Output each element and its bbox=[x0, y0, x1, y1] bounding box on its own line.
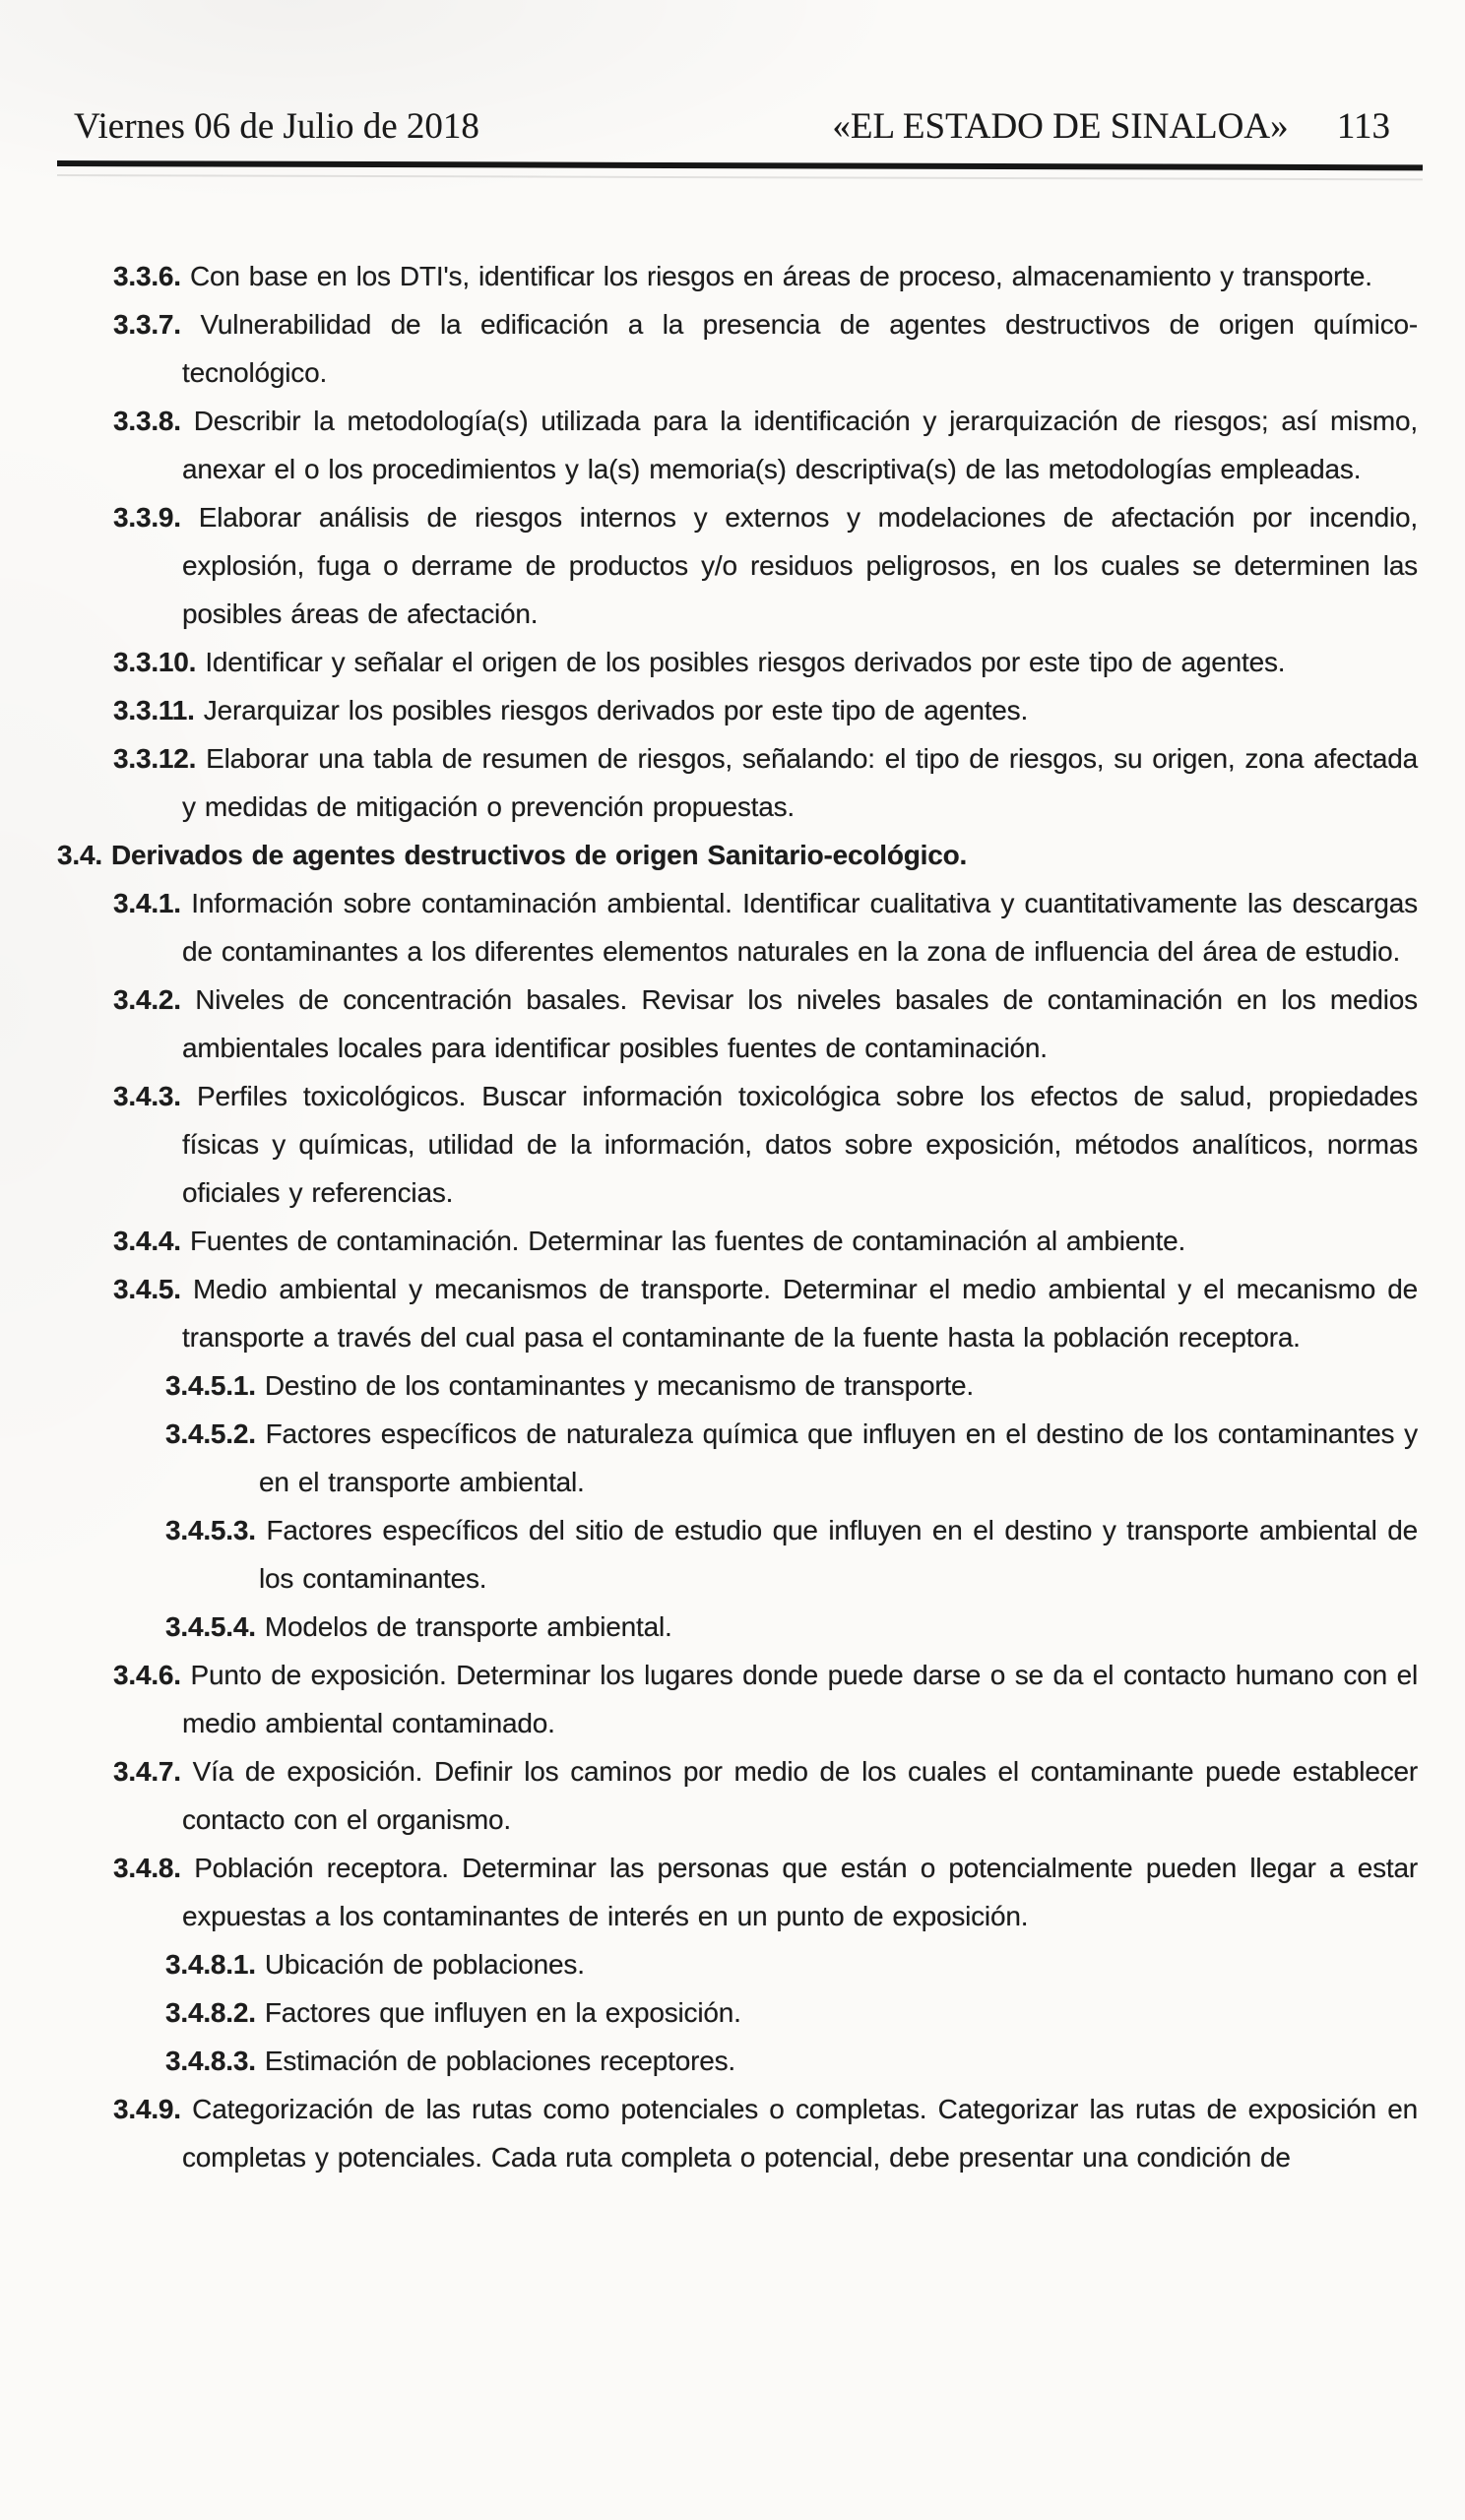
publication-title: «EL ESTADO DE SINALOA» bbox=[832, 106, 1289, 147]
list-item bbox=[165, 1410, 1418, 1506]
running-head bbox=[74, 106, 1390, 148]
item-text: Describir la metodología(s) utilizada para la identificación y jerarquización de riesgos; así mismo, anexar el o los procedimientos y la(s) memoria(s) descriptiva(s) de las metodologías empleadas. bbox=[182, 406, 1418, 484]
item-number: 3.3.8. bbox=[113, 406, 181, 436]
list-item bbox=[113, 493, 1418, 638]
list-item bbox=[165, 1506, 1418, 1603]
list-item bbox=[165, 2037, 1418, 2085]
item-text: Perfiles toxicológicos. Buscar información toxicológica sobre los efectos de salud, propiedades físicas y químicas, utilidad de la información, datos sobre exposición, métodos analíticos, normas oficiales y referencias. bbox=[182, 1081, 1418, 1208]
item-text: Jerarquizar los posibles riesgos derivados por este tipo de agentes. bbox=[203, 695, 1029, 725]
item-text: Identificar y señalar el origen de los posibles riesgos derivados por este tipo de agentes. bbox=[205, 647, 1286, 677]
page-number: 113 bbox=[1336, 106, 1390, 147]
item-text: Elaborar análisis de riesgos internos y externos y modelaciones de afectación por incendio, explosión, fuga o derrame de productos y/o residuos peligrosos, en los cuales se determinen las posibles áreas de afectación. bbox=[182, 502, 1418, 629]
item-text: Modelos de transporte ambiental. bbox=[264, 1611, 672, 1642]
item-number: 3.4.2. bbox=[113, 984, 181, 1015]
item-number: 3.4.5.3. bbox=[165, 1515, 256, 1545]
item-number: 3.4.8.3. bbox=[165, 2046, 256, 2076]
list-item bbox=[165, 1603, 1418, 1651]
item-number: 3.4.1. bbox=[113, 888, 181, 918]
item-number: 3.4.5.4. bbox=[165, 1611, 256, 1642]
item-number: 3.3.10. bbox=[113, 647, 197, 677]
item-text: Información sobre contaminación ambiental. Identificar cualitativa y cuantitativamente las descargas de contaminantes a los diferentes elementos naturales en la zona de influencia del área de estudio. bbox=[182, 888, 1418, 967]
list-item bbox=[113, 2085, 1418, 2181]
item-text: Elaborar una tabla de resumen de riesgos, señalando: el tipo de riesgos, su origen, zona afectada y medidas de mitigación o prevención propuestas. bbox=[182, 743, 1418, 822]
item-text: Ubicación de poblaciones. bbox=[264, 1949, 585, 1980]
item-text: Vulnerabilidad de la edificación a la presencia de agentes destructivos de origen químico-tecnológico. bbox=[182, 309, 1418, 388]
item-number: 3.3.12. bbox=[113, 743, 197, 774]
item-number: 3.4.5.2. bbox=[165, 1418, 256, 1449]
item-number: 3.4.8.2. bbox=[165, 1997, 256, 2028]
item-number: 3.4.6. bbox=[113, 1660, 181, 1690]
item-text: Estimación de poblaciones receptores. bbox=[264, 2046, 735, 2076]
header-date: Viernes 06 de Julio de 2018 bbox=[74, 106, 479, 147]
item-number: 3.4.8. bbox=[113, 1853, 181, 1883]
item-text: Categorización de las rutas como potenciales o completas. Categorizar las rutas de exposición en completas y potenciales. Cada ruta completa o potencial, debe presentar una condición de bbox=[182, 2094, 1418, 2173]
header-right-group bbox=[832, 106, 1390, 148]
header-rule bbox=[57, 160, 1423, 170]
item-text: Medio ambiental y mecanismos de transporte. Determinar el medio ambiental y el mecanismo de transporte a través del cual pasa el contaminante de la fuente hasta la población receptora. bbox=[182, 1274, 1418, 1353]
item-number: 3.4.3. bbox=[113, 1081, 181, 1111]
list-item bbox=[113, 1072, 1418, 1217]
list-item bbox=[113, 879, 1418, 976]
list-item bbox=[113, 252, 1418, 300]
list-item bbox=[165, 1988, 1418, 2037]
item-text: Con base en los DTI's, identificar los riesgos en áreas de proceso, almacenamiento y transporte. bbox=[189, 261, 1372, 291]
item-number: 3.3.9. bbox=[113, 502, 181, 533]
item-text: Factores que influyen en la exposición. bbox=[264, 1997, 741, 2028]
list-item bbox=[113, 734, 1418, 831]
items-list bbox=[0, 252, 1418, 2181]
item-number: 3.4. bbox=[57, 840, 102, 870]
list-item bbox=[113, 1651, 1418, 1747]
item-text: Vía de exposición. Definir los caminos por medio de los cuales el contaminante puede establecer contacto con el organismo. bbox=[182, 1756, 1418, 1835]
header-rule-shadow bbox=[57, 174, 1423, 180]
item-text: Punto de exposición. Determinar los lugares donde puede darse o se da el contacto humano con el medio ambiental contaminado. bbox=[182, 1660, 1418, 1738]
list-item bbox=[113, 1217, 1418, 1265]
list-item bbox=[113, 686, 1418, 734]
item-number: 3.4.4. bbox=[113, 1226, 181, 1256]
item-text: Factores específicos del sitio de estudio que influyen en el destino y transporte ambiental de los contaminantes. bbox=[259, 1515, 1418, 1594]
item-text: Destino de los contaminantes y mecanismo de transporte. bbox=[264, 1370, 974, 1401]
item-text: Fuentes de contaminación. Determinar las fuentes de contaminación al ambiente. bbox=[189, 1226, 1186, 1256]
item-text: Derivados de agentes destructivos de origen Sanitario-ecológico. bbox=[111, 840, 968, 870]
item-text: Población receptora. Determinar las personas que están o potencialmente pueden llegar a estar expuestas a los contaminantes de interés en un punto de exposición. bbox=[182, 1853, 1418, 1931]
list-item bbox=[165, 1940, 1418, 1988]
list-item bbox=[113, 976, 1418, 1072]
item-number: 3.4.9. bbox=[113, 2094, 181, 2124]
item-text: Factores específicos de naturaleza química que influyen en el destino de los contaminantes y en el transporte ambiental. bbox=[259, 1418, 1418, 1497]
item-number: 3.4.5.1. bbox=[165, 1370, 256, 1401]
list-item bbox=[165, 1361, 1418, 1410]
item-number: 3.4.8.1. bbox=[165, 1949, 256, 1980]
item-number: 3.3.6. bbox=[113, 261, 181, 291]
list-item bbox=[113, 1844, 1418, 1940]
section-heading bbox=[57, 831, 1418, 879]
item-number: 3.4.7. bbox=[113, 1756, 181, 1787]
item-text: Niveles de concentración basales. Revisar los niveles basales de contaminación en los medios ambientales locales para identificar posibles fuentes de contaminación. bbox=[182, 984, 1418, 1063]
item-number: 3.3.11. bbox=[113, 695, 195, 725]
item-number: 3.4.5. bbox=[113, 1274, 181, 1304]
list-item bbox=[113, 638, 1418, 686]
list-item bbox=[113, 1747, 1418, 1844]
list-item bbox=[113, 1265, 1418, 1361]
list-item bbox=[113, 397, 1418, 493]
item-number: 3.3.7. bbox=[113, 309, 181, 340]
list-item bbox=[113, 300, 1418, 397]
